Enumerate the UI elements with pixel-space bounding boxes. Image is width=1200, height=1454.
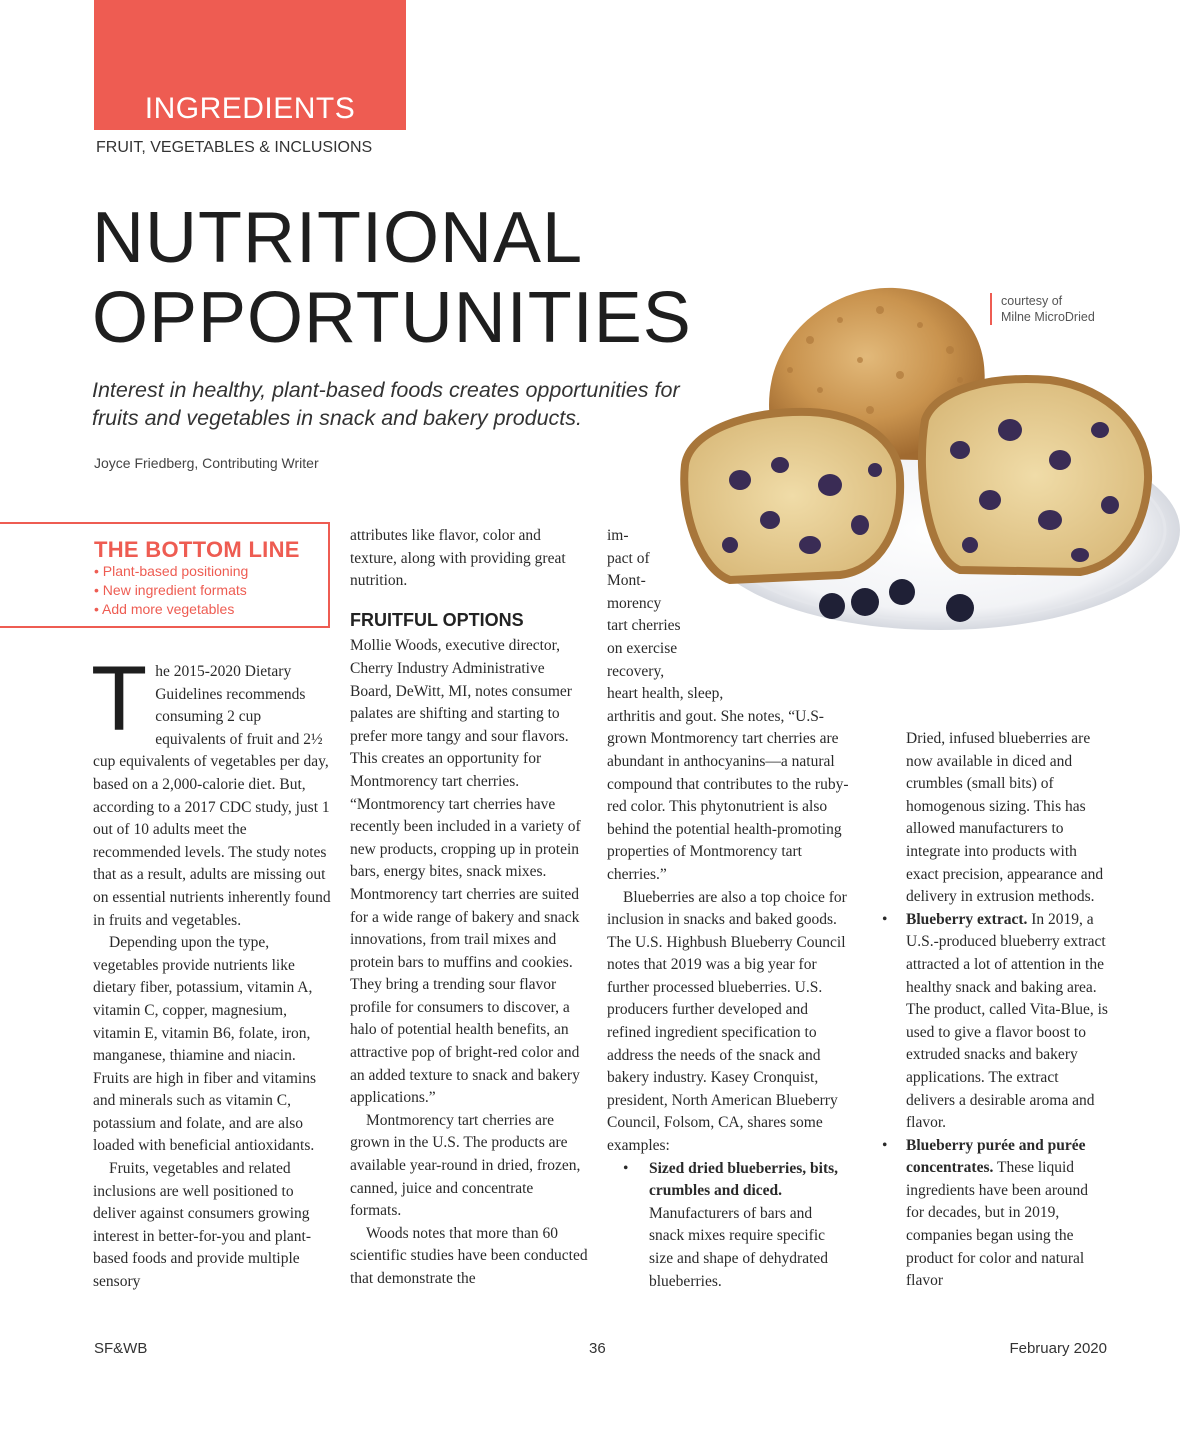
body-line: im-	[607, 527, 629, 544]
article-headline	[92, 198, 692, 358]
body-paragraph: Fruits, vegetables and related inclusions are well positioned to deliver against consumers growing interest in better-for-you and plant-based foods and provide multiple sensory	[93, 1160, 312, 1291]
section-tag-box	[94, 0, 406, 130]
list-item: • New ingredient formats	[94, 582, 247, 598]
body-line: pact of	[607, 549, 650, 567]
body-paragraph: The 2015-2020 Dietary Guidelines recommends consuming 2 cup equivalents of fruit and 2½ cup equivalents of vegetables per day, based on a 2,000-calorie diet. But, according to a 2017 CDC study, just 1 out of 10 adults meet the recommended levels. The study notes that as a result, adults are missing out on essential nutrients inherently found in fruits and vegetables.	[91, 648, 331, 929]
body-paragraph: attributes like flavor, color and texture, along with providing great nutrition.	[350, 527, 566, 590]
body-line: heart health, sleep,	[607, 685, 724, 703]
bottom-line-list	[94, 562, 248, 619]
body-paragraph: Montmorency tart cherries are grown in the U.S. The products are available year-round in dried, frozen, canned, juice and concentrate formats.	[350, 1111, 581, 1220]
body-column-1	[91, 648, 333, 1294]
headline-line-1: NUTRITIONAL	[92, 198, 584, 278]
muffin-half-right	[922, 379, 1148, 572]
drop-cap: T	[91, 648, 148, 750]
page-number: 36	[589, 1340, 606, 1357]
body-paragraph: Depending upon the type, vegetables provide nutrients like dietary fiber, potassium, vitamin A, vitamin C, copper, magnesium, vitamin E, vitamin B6, folate, iron, manganese, thiamine and niacin. Fruits are high in fiber and vitamins and minerals such as vitamin C, potassium and folate, and are also loaded with beneficial antioxidants.	[93, 934, 316, 1155]
bullet-item: • Blueberry extract. In 2019, a U.S.-produced blueberry extract attracted a lot of attention in the healthy snack and baking area. The product, called Vita-Blue, is used to give a flavor boost to extruded snacks and bakery applications. The extract delivers a desirable aroma and flavor.	[906, 909, 1108, 1135]
footer-date: February 2020	[1009, 1340, 1107, 1357]
body-column-4	[906, 728, 1108, 1293]
section-subtitle: FRUIT, VEGETABLES & INCLUSIONS	[96, 139, 373, 156]
body-line: tart cherries	[607, 617, 681, 635]
bottom-line-title: THE BOTTOM LINE	[94, 537, 300, 562]
body-line: recovery,	[607, 662, 665, 680]
bullet-item: • Blueberry purée and purée concentrates. These liquid ingredients have been around for decades, but in 2019, companies began using the product for color and natural flavor	[906, 1135, 1108, 1293]
list-item: • Plant-based positioning	[94, 563, 249, 579]
body-paragraph: Blueberries are also a top choice for inclusion in snacks and baked goods. The U.S. Highbush Blueberry Council notes that 2019 was a big year for further processed blueberries. U.S. producers further developed and refined ingredient specification to address the needs of the snack and bakery industry. Kasey Cronquist, president, North American Blueberry Council, Folsom, CA, shares some examples:	[607, 888, 847, 1155]
subhead: FRUITFUL OPTIONS	[350, 609, 524, 630]
article-deck: Interest in healthy, plant-based foods creates opportunities for fruits and vegetables in snack and bakery products.	[92, 378, 680, 430]
headline-line-2: OPPORTUNITIES	[92, 278, 692, 358]
byline: Joyce Friedberg, Contributing Writer	[94, 455, 319, 471]
section-tag: INGREDIENTS	[144, 92, 356, 125]
body-paragraph: Dried, infused blueberries are now available in diced and crumbles (small bits) of homogenous sizing. This has allowed manufacturers to integrate into products with exact precision, appearance and delivery in extrusion methods.	[906, 730, 1104, 906]
list-item: • Add more vegetables	[94, 601, 235, 617]
body-line: morency	[607, 594, 662, 612]
footer-publication: SF&WB	[94, 1340, 148, 1357]
body-paragraph: Woods notes that more than 60 scientific studies have been conducted that demonstrate the	[350, 1224, 588, 1287]
body-paragraph: Mollie Woods, executive director, Cherry Industry Administrative Board, DeWitt, MI, notes consumer palates are shifting and starting to prefer more tangy and sour flavors. This creates an opportunity for Montmorency tart cherries. “Montmorency tart cherries have recently been included in a variety of new products, cropping up in protein bars, energy bites, snack mixes. Montmorency tart cherries are suited for a wide range of bakery and snack innovations, from trail mixes and protein bars to muffins and cookies. They bring a trending sour flavor profile for consumers to discover, a halo of potential health benefits, an attractive pop of bright-red color and an added texture to snack and bakery applications.”	[350, 637, 581, 1107]
body-paragraph: arthritis and gout. She notes, “U.S-grown Montmorency tart cherries are abundant in anthocyanins—a natural compound that contributes to the ruby-red color. This phytonutrient is also behind the potential health-promoting properties of Montmorency tart cherries.”	[607, 707, 849, 883]
bullet-item: • Sized dried blueberries, bits, crumbles and diced. Manufacturers of bars and snack mixes require specific size and shape of dehydrated blueberries.	[607, 1158, 851, 1294]
body-line: on exercise	[607, 639, 678, 657]
body-column-3	[607, 525, 851, 1293]
bottom-line-box	[0, 522, 330, 628]
body-line: Mont-	[607, 572, 646, 590]
photo-credit: courtesy of Milne MicroDried	[990, 293, 1095, 325]
body-column-2	[350, 525, 588, 1291]
